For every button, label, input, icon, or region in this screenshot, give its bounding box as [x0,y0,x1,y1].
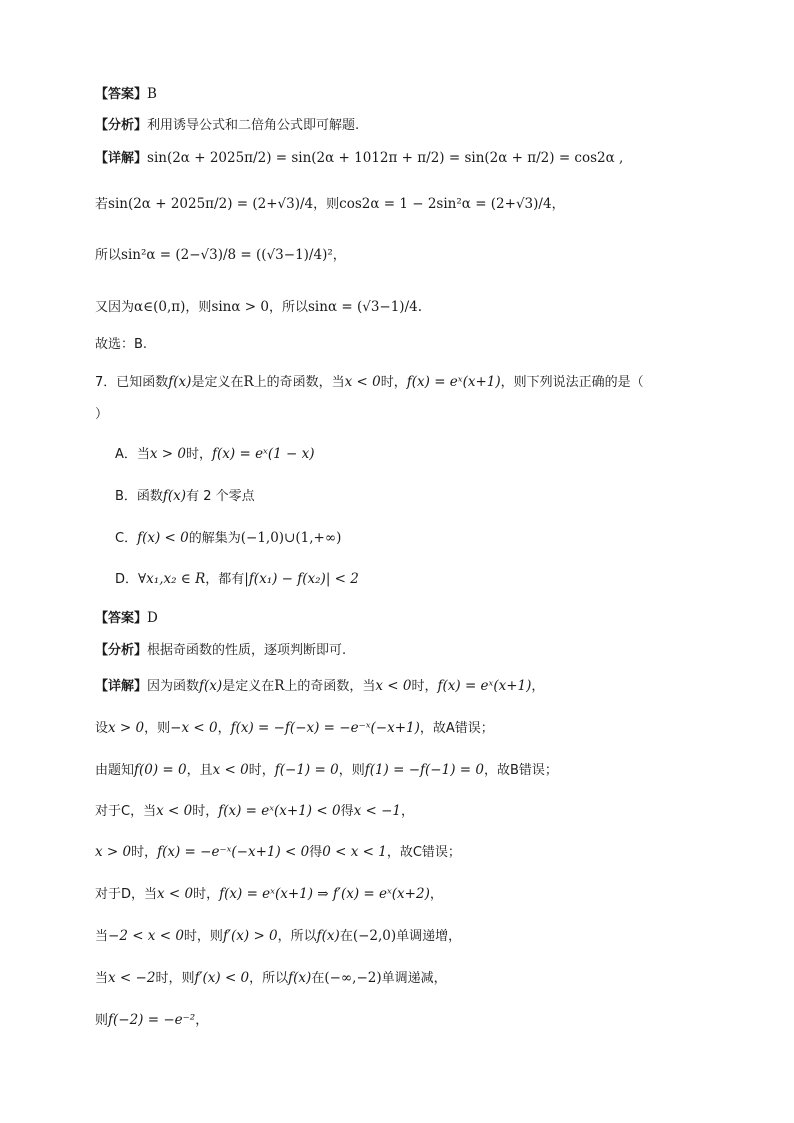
analysis-tag: 【分析】 [95,118,148,133]
detail-line-4 [95,297,734,318]
formula: x < −1 [353,803,401,819]
text: 则 [95,1013,109,1028]
text: ，所以 [268,300,308,315]
detail-line-11 [95,926,734,947]
text: 当 [95,971,109,986]
text: 在 [311,971,325,986]
text: 单调递减， [381,971,447,986]
text: ，所以 [249,971,289,986]
detail-line-9 [95,842,734,863]
formula: f(−2) = −e⁻² [108,1012,196,1028]
text: 时， [380,375,407,390]
formula: (−∞,−2) [324,970,382,986]
formula: f(x) = eˣ(x+1) ⇒ f′(x) = eˣ(x+2) [219,886,430,902]
formula: f(x) [162,488,187,504]
text: ，则 [185,300,212,315]
text: ，所以 [277,929,317,944]
text: ，则 [338,763,365,778]
text: ， [332,248,346,263]
text: 上的奇函数，当 [284,679,376,694]
option-c [115,528,734,549]
detail-line-1 [95,148,734,169]
text: ，故C错误； [386,845,461,860]
conclusion-line [95,334,734,355]
text: C． [115,531,138,546]
option-b [115,486,734,507]
text: 对于C，当 [95,804,157,819]
text: ， [401,804,415,819]
formula: f(x) = eˣ(x+1) [406,374,501,390]
text: 得 [309,845,323,860]
text: 的解集为 [188,531,241,546]
detail-line-7 [95,760,734,781]
formula: f(1) = −f(−1) = 0 [364,762,484,778]
formula: 0 < x < 1 [322,844,387,860]
formula: α∈(0,π) [134,299,186,315]
formula: R [274,678,285,694]
text: 若 [95,197,109,212]
question-7-line-2 [95,404,734,425]
text: . [417,299,423,315]
text: 有 2 个零点 [186,489,255,504]
text: D． [115,572,139,587]
text: 时， [131,845,158,860]
text: 时， [411,679,438,694]
formula: f′(x) < 0 [194,970,250,986]
formula: f(x) [168,374,192,390]
formula: f(x) < 0 [137,530,189,546]
answer-line-1 [95,84,734,105]
answer-value: B [147,86,157,102]
answer-line-2 [95,608,734,629]
text: 当 [95,929,109,944]
question-7-line-1 [95,372,734,393]
formula: x < 0 [344,374,381,390]
detail-line-6 [95,718,734,739]
formula: cos2α = 1 − 2sin²α = (2+√3)/4 [339,196,552,212]
detail-tag: 【详解】 [95,679,148,694]
text: 时， [186,447,213,462]
text: ， [531,679,545,694]
answer-tag: 【答案】 [95,611,148,626]
detail-line-10 [95,884,734,905]
formula: f(x) = eˣ(x+1) [437,678,532,694]
text: 由题知 [95,763,135,778]
formula: x < 0 [156,803,193,819]
formula: x > 0 [149,446,187,462]
formula: −x < 0 [170,720,218,736]
analysis-text: 利用诱导公式和二倍角公式即可解题. [147,118,360,133]
text: 是定义在 [191,375,244,390]
formula: sin²α = (2−√3)/8 = ((√3−1)/4)² [121,247,333,263]
text: 是定义在 [222,679,275,694]
text: 设 [95,721,109,736]
formula: x < 0 [157,886,194,902]
text: ， [217,721,231,736]
option-a [115,444,734,465]
detail-line-8 [95,801,734,822]
option-d [115,569,734,590]
text: ，则 [144,721,171,736]
text: ，则下列说法正确的是（ [500,375,644,390]
formula: f(x) = eˣ(1 − x) [212,446,315,462]
formula: f(−1) = 0 [274,762,339,778]
analysis-tag: 【分析】 [95,643,148,658]
formula: x < 0 [375,678,412,694]
analysis-line-2 [95,640,734,661]
analysis-line-1 [95,115,734,136]
formula: sinα > 0 [211,299,269,315]
text: 时，则 [183,929,223,944]
text: ，故B错误； [483,763,558,778]
formula: x < −2 [108,970,156,986]
formula: (−2,0) [352,928,397,944]
text: ） [95,407,109,422]
text: A．当 [115,447,150,462]
formula: f(x) = eˣ(x+1) < 0 [218,803,341,819]
text: ，且 [186,763,213,778]
formula: f(x) [316,928,340,944]
text: 所以 [95,248,122,263]
formula: sinα = (√3−1)/4 [308,299,418,315]
formula: f(x) [288,970,312,986]
text: ， [429,887,443,902]
formula: −2 < x < 0 [108,928,184,944]
formula: f(x) [199,678,223,694]
formula: sin(2α + 2025π/2) = sin(2α + 1012π + π/2) = sin(2α + π/2) = cos2α , [147,150,624,166]
detail-line-13 [95,1010,734,1031]
answer-tag: 【答案】 [95,87,148,102]
text: 时， [192,804,219,819]
formula: x > 0 [108,720,145,736]
text: 得 [340,804,354,819]
text: ，故A错误； [419,721,494,736]
formula: f′(x) > 0 [222,928,278,944]
text: 时，则 [155,971,195,986]
detail-tag: 【详解】 [95,151,148,166]
detail-line-12 [95,968,734,989]
text: ， [195,1013,209,1028]
text: 时， [193,887,220,902]
formula: R [243,374,254,390]
analysis-text: 根据奇函数的性质，逐项判断即可. [147,643,347,658]
text: 又因为 [95,300,135,315]
text: 单调递增， [396,929,462,944]
text: 故选：B. [95,337,148,352]
formula: |f(x₁) − f(x₂)| < 2 [244,571,359,587]
text: ， [551,197,565,212]
detail-line-3 [95,245,734,266]
text: 时， [248,763,275,778]
formula: sin(2α + 2025π/2) = (2+√3)/4 [108,196,314,212]
question-number: 7．已知函数 [95,375,169,390]
formula: x < 0 [212,762,249,778]
text: 对于D，当 [95,887,158,902]
text: ，则 [313,197,340,212]
formula: (−1,0)∪(1,+∞) [240,530,342,546]
formula: ∀x₁,x₂ ∈ R [138,571,206,587]
answer-value: D [147,610,158,626]
detail-line-2 [95,194,734,215]
text: ，都有 [205,572,245,587]
formula: f(x) = −e⁻ˣ(−x+1) < 0 [157,844,310,860]
text: B．函数 [115,489,163,504]
formula: x > 0 [95,844,132,860]
text: 上的奇函数，当 [253,375,345,390]
formula: f(0) = 0 [134,762,187,778]
text: 因为函数 [147,679,200,694]
text: 在 [339,929,353,944]
detail-line-5 [95,676,734,697]
formula: f(x) = −f(−x) = −e⁻ˣ(−x+1) [230,720,420,736]
